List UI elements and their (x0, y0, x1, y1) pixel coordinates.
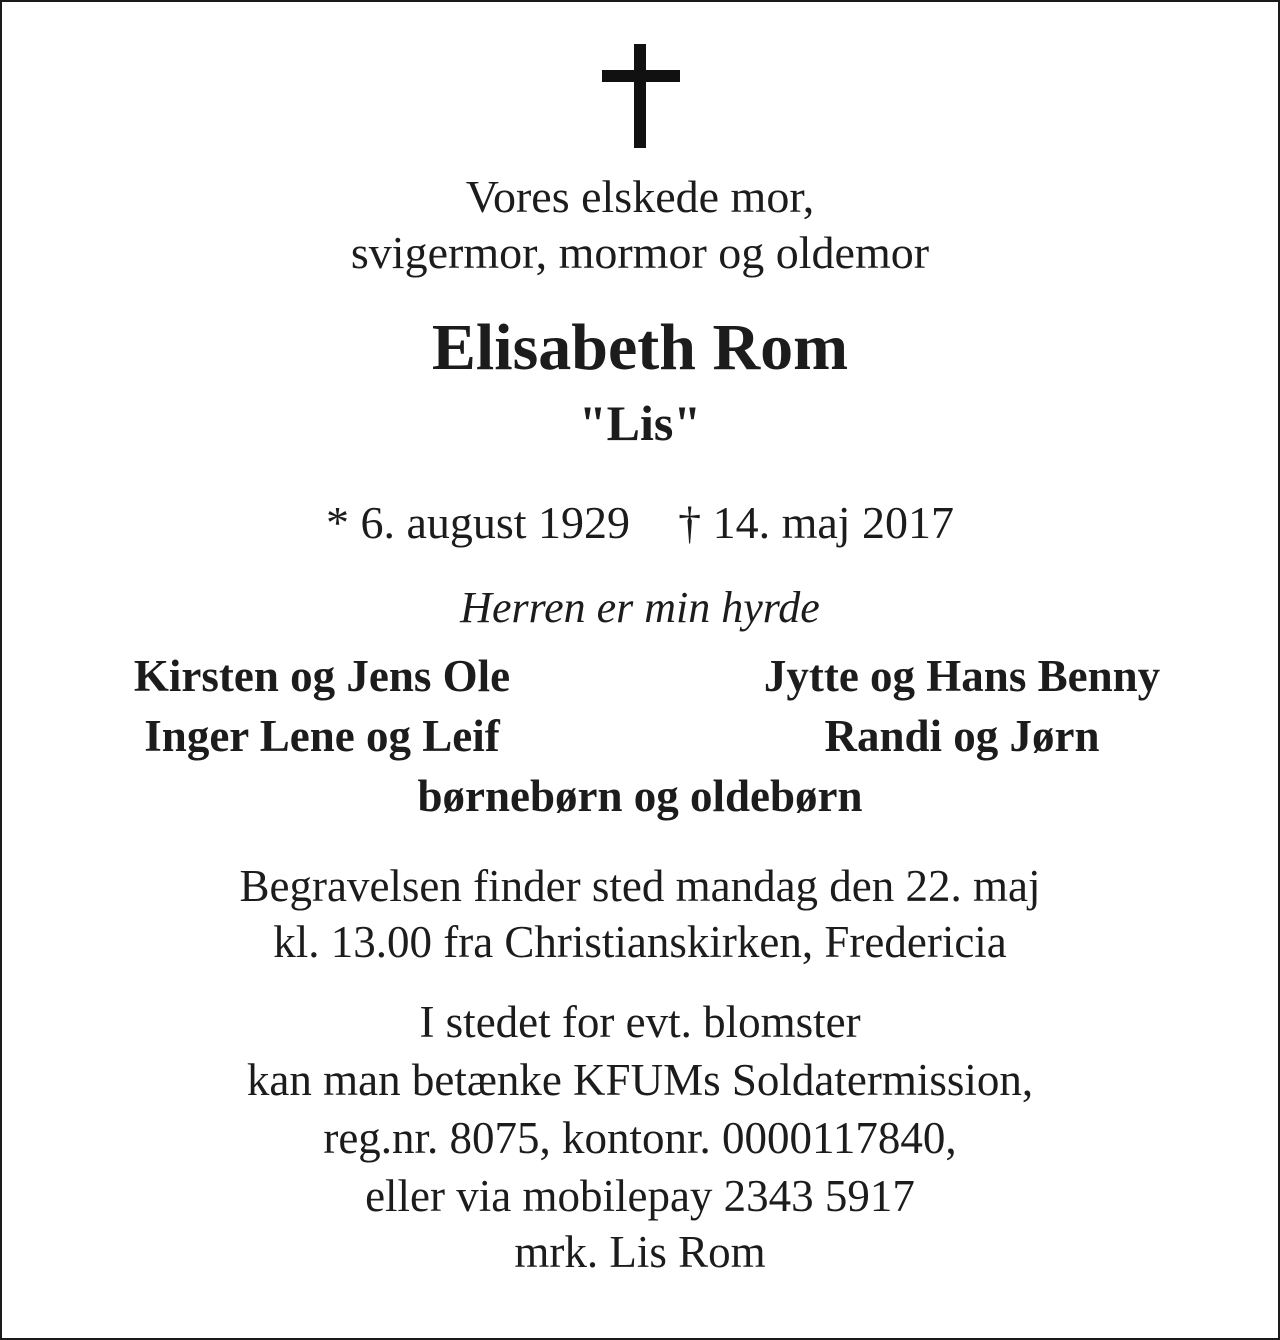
cross-icon (602, 44, 680, 150)
family-left-1: Kirsten og Jens Ole (133, 651, 511, 701)
verse: Herren er min hyrde (460, 583, 820, 632)
intro-line-2: svigermor, mormor og oldemor (350, 227, 930, 278)
donation-line-5: mrk. Lis Rom (514, 1227, 766, 1277)
deceased-name: Elisabeth Rom (431, 311, 849, 384)
donation-line-3: reg.nr. 8075, kontonr. 0000117840, (323, 1113, 957, 1163)
family-right-1: Jytte og Hans Benny (763, 651, 1161, 701)
intro-line-1: Vores elskede mor, (465, 171, 815, 222)
family-bottom: børnebørn og oldebørn (417, 771, 863, 821)
family-right-2: Randi og Jørn (824, 711, 1100, 761)
donation-line-4: eller via mobilepay 2343 5917 (365, 1171, 915, 1221)
death-date: † 14. maj 2017 (678, 497, 955, 548)
funeral-line-2: kl. 13.00 fra Christianskirken, Fredericia (273, 917, 1007, 967)
family-left-2: Inger Lene og Leif (144, 711, 500, 761)
donation-line-2: kan man betænke KFUMs Soldatermission, (246, 1055, 1034, 1105)
donation-line-1: I stedet for evt. blomster (419, 997, 861, 1047)
funeral-line-1: Begravelsen finder sted mandag den 22. maj (239, 861, 1041, 911)
birth-date: * 6. august 1929 (325, 497, 631, 548)
life-dates (2, 496, 1278, 549)
deceased-nickname: "Lis" (578, 395, 702, 451)
